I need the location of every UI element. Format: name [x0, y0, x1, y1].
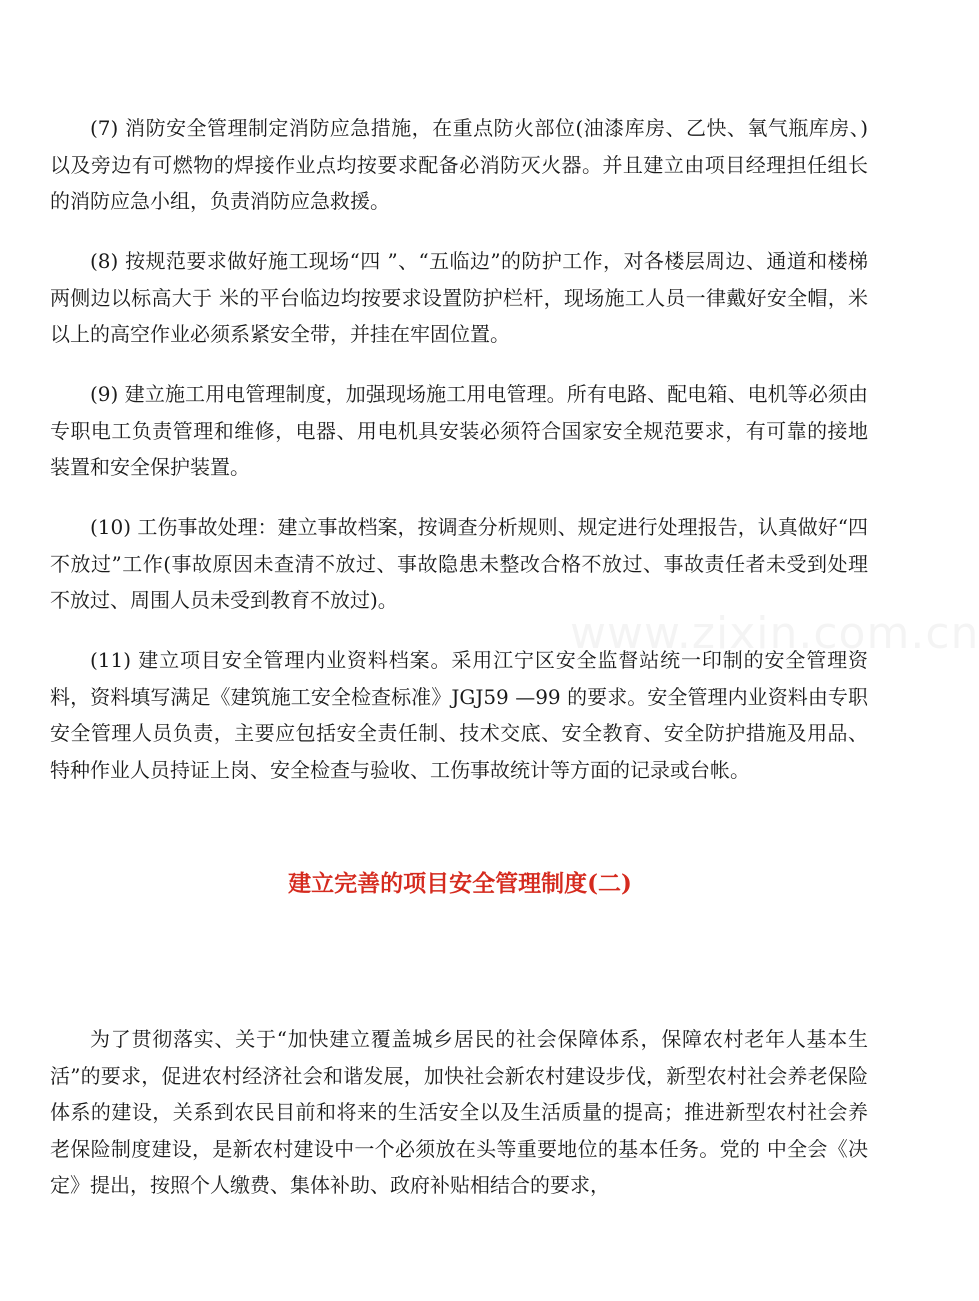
- paragraph-9: (9) 建立施工用电管理制度，加强现场施工用电管理。所有电路、配电箱、电机等必须由专职电工负责管理和维修，电器、用电机具安装必须符合国家安全规范要求，有可靠的接地装置和安全保护装置。: [50, 382, 868, 479]
- paragraph-7: (7) 消防安全管理制定消防应急措施，在重点防火部位(油漆库房、乙快、氧气瓶库房、)以及旁边有可燃物的焊接作业点均按要求配备必消防灭火器。并且建立由项目经理担任组长的消防应急小组，负责消防应急救援。: [50, 116, 868, 213]
- paragraph-11: (11) 建立项目安全管理内业资料档案。采用江宁区安全监督站统一印制的安全管理资料，资料填写满足《建筑施工安全检查标准》JGJ59 —99 的要求。安全管理内业资料由专职安全管理人员负责，主要应包括安全责任制、技术交底、安全教育、安全防护措施及用品、特种作业人员持证上岗、安全检查与验收、工伤事故统计等方面的记录或台帐。: [50, 648, 868, 782]
- paragraph-8: (8) 按规范要求做好施工现场“四 ”、“五临边”的防护工作，对各楼层周边、通道和楼梯两侧边以标高大于 米的平台临边均按要求设置防护栏杆，现场施工人员一律戴好安全帽，米以上的高空作业必须系紧安全带，并挂在牢固位置。: [50, 249, 868, 346]
- intro-paragraph: 为了贯彻落实、关于“加快建立覆盖城乡居民的社会保障体系，保障农村老年人基本生活”的要求，促进农村经济社会和谐发展，加快社会新农村建设步伐，新型农村社会养老保险体系的建设，关系到农民目前和将来的生活安全以及生活质量的提高；推进新型农村社会养老保险制度建设，是新农村建设中一个必须放在头等重要地位的基本任务。党的 中全会《决定》提出，按照个人缴费、集体补助、政府补贴相结合的要求，: [50, 1027, 868, 1197]
- section-title: 建立完善的项目安全管理制度(二): [288, 870, 632, 897]
- paragraph-10: (10) 工伤事故处理：建立事故档案，按调查分析规则、规定进行处理报告，认真做好“四不放过”工作(事故原因未查清不放过、事故隐患未整改合格不放过、事故责任者未受到处理不放过、周围人员未受到教育不放过)。: [50, 515, 868, 612]
- watermark: www.zixin.com.cn: [570, 608, 979, 659]
